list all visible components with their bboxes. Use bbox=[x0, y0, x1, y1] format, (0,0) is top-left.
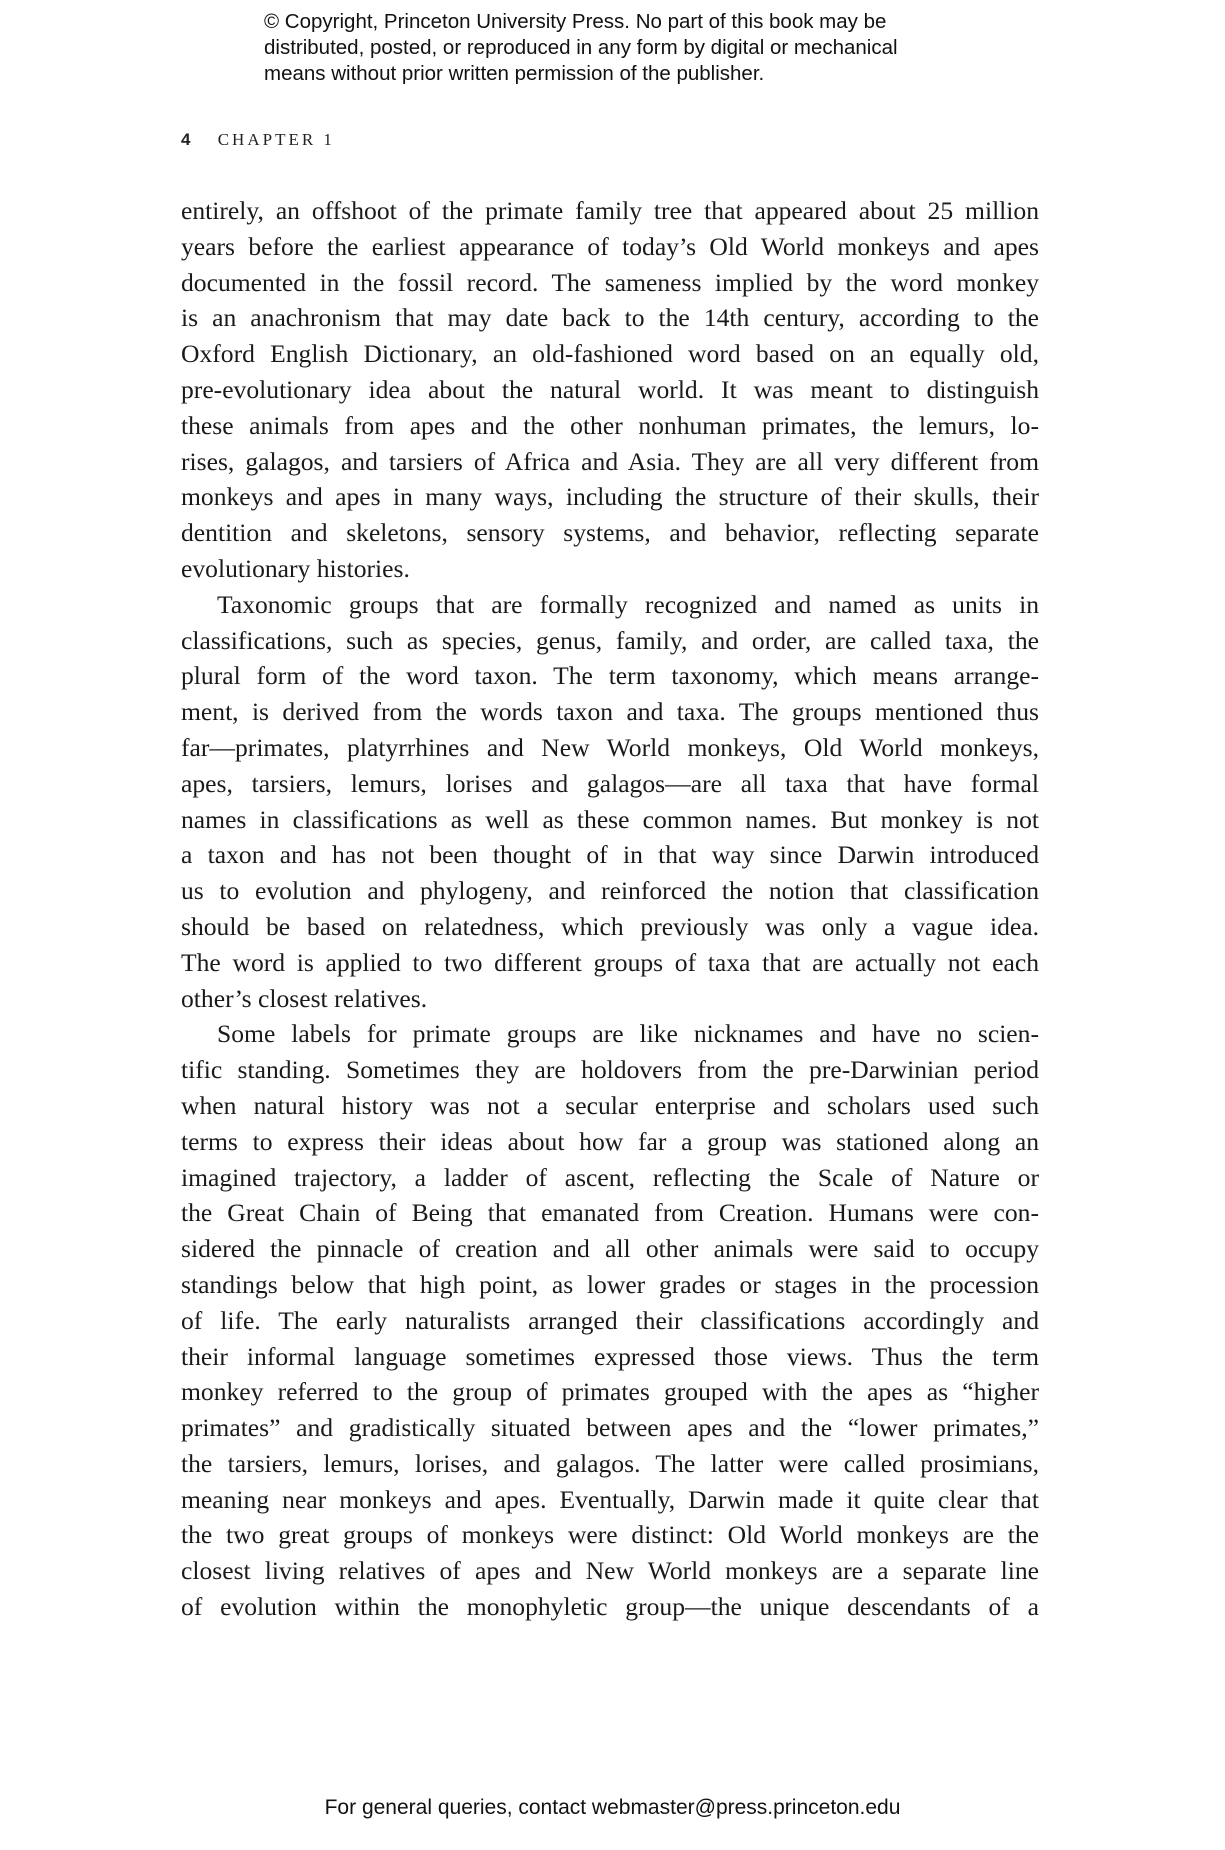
text-line: pre-evolutionary idea about the natural world. It was meant to distinguish bbox=[181, 374, 1039, 404]
text-line: Oxford English Dictionary, an old-fashioned word based on an equally old, bbox=[181, 339, 1039, 369]
text-line: documented in the fossil record. The sameness implied by the word monkey bbox=[181, 267, 1039, 297]
text-line: entirely, an offshoot of the primate family tree that appeared about 25 million bbox=[181, 196, 1039, 225]
text-line: years before the earliest appearance of today’s Old World monkeys and apes bbox=[181, 231, 1039, 261]
text-line: sidered the pinnacle of creation and all other animals were said to occupy bbox=[181, 1234, 1039, 1264]
text-line: imagined trajectory, a ladder of ascent, reflecting the Scale of Nature or bbox=[181, 1162, 1039, 1192]
text-line: of life. The early naturalists arranged their classifications accordingly and bbox=[181, 1305, 1039, 1335]
text-line: should be based on relatedness, which previously was only a vague idea. bbox=[181, 911, 1039, 941]
text-line: evolutionary histories. bbox=[181, 553, 410, 583]
text-line: monkeys and apes in many ways, including the structure of their skulls, their bbox=[181, 482, 1039, 512]
text-line: names in classifications as well as these common names. But monkey is not bbox=[181, 804, 1039, 834]
text-line: standings below that high point, as lower grades or stages in the procession bbox=[181, 1269, 1039, 1299]
text-line: Some labels for primate groups are like nicknames and have no scien- bbox=[217, 1019, 1039, 1049]
text-line: the Great Chain of Being that emanated from Creation. Humans were con- bbox=[181, 1198, 1039, 1228]
text-line: monkey referred to the group of primates grouped with the apes as “higher bbox=[181, 1377, 1039, 1407]
text-line: other’s closest relatives. bbox=[181, 983, 428, 1013]
text-line: plural form of the word taxon. The term taxonomy, which means arrange- bbox=[181, 661, 1039, 691]
chapter-label: CHAPTER 1 bbox=[217, 130, 335, 149]
text-line: dentition and skeletons, sensory systems, and behavior, reflecting separate bbox=[181, 518, 1039, 548]
text-line: tific standing. Sometimes they are holdovers from the pre-Darwinian period bbox=[181, 1055, 1039, 1085]
text-line: classifications, such as species, genus, family, and order, are called taxa, the bbox=[181, 625, 1039, 655]
text-line: these animals from apes and the other nonhuman primates, the lemurs, lo- bbox=[181, 410, 1039, 440]
copyright-notice bbox=[264, 9, 1024, 87]
copyright-line: © Copyright, Princeton University Press. No part of this book may be bbox=[264, 10, 887, 33]
text-line: ment, is derived from the words taxon and taxa. The groups mentioned thus bbox=[181, 697, 1039, 727]
text-line: of evolution within the monophyletic group—the unique descendants of a bbox=[181, 1592, 1039, 1622]
text-line: terms to express their ideas about how far a group was stationed along an bbox=[181, 1126, 1039, 1156]
text-line: apes, tarsiers, lemurs, lorises and galagos—are all taxa that have formal bbox=[181, 768, 1039, 798]
text-line: rises, galagos, and tarsiers of Africa and Asia. They are all very different from bbox=[181, 446, 1039, 476]
text-line: The word is applied to two different groups of taxa that are actually not each bbox=[181, 947, 1039, 977]
footer-contact: For general queries, contact webmaster@press.princeton.edu bbox=[324, 1796, 901, 1819]
text-line: when natural history was not a secular enterprise and scholars used such bbox=[181, 1090, 1039, 1120]
text-line: primates” and gradistically situated between apes and the “lower primates,” bbox=[181, 1413, 1039, 1443]
running-head bbox=[181, 130, 335, 150]
text-line: far—primates, platyrrhines and New World monkeys, Old World monkeys, bbox=[181, 732, 1039, 762]
text-line: Taxonomic groups that are formally recognized and named as units in bbox=[217, 589, 1039, 619]
copyright-line: means without prior written permission of the publisher. bbox=[264, 62, 765, 85]
text-line: us to evolution and phylogeny, and reinforced the notion that classification bbox=[181, 876, 1039, 906]
text-line: a taxon and has not been thought of in that way since Darwin introduced bbox=[181, 840, 1039, 870]
text-line: meaning near monkeys and apes. Eventually, Darwin made it quite clear that bbox=[181, 1484, 1039, 1514]
text-line: closest living relatives of apes and New World monkeys are a separate line bbox=[181, 1556, 1039, 1586]
page-number: 4 bbox=[181, 130, 191, 149]
text-line: is an anachronism that may date back to the 14th century, according to the bbox=[181, 303, 1039, 333]
text-line: the two great groups of monkeys were distinct: Old World monkeys are the bbox=[181, 1520, 1039, 1550]
copyright-line: distributed, posted, or reproduced in any form by digital or mechanical bbox=[264, 36, 898, 59]
text-line: the tarsiers, lemurs, lorises, and galagos. The latter were called prosimians, bbox=[181, 1448, 1039, 1478]
body-text bbox=[181, 193, 1039, 1625]
text-line: their informal language sometimes expressed those views. Thus the term bbox=[181, 1341, 1039, 1371]
